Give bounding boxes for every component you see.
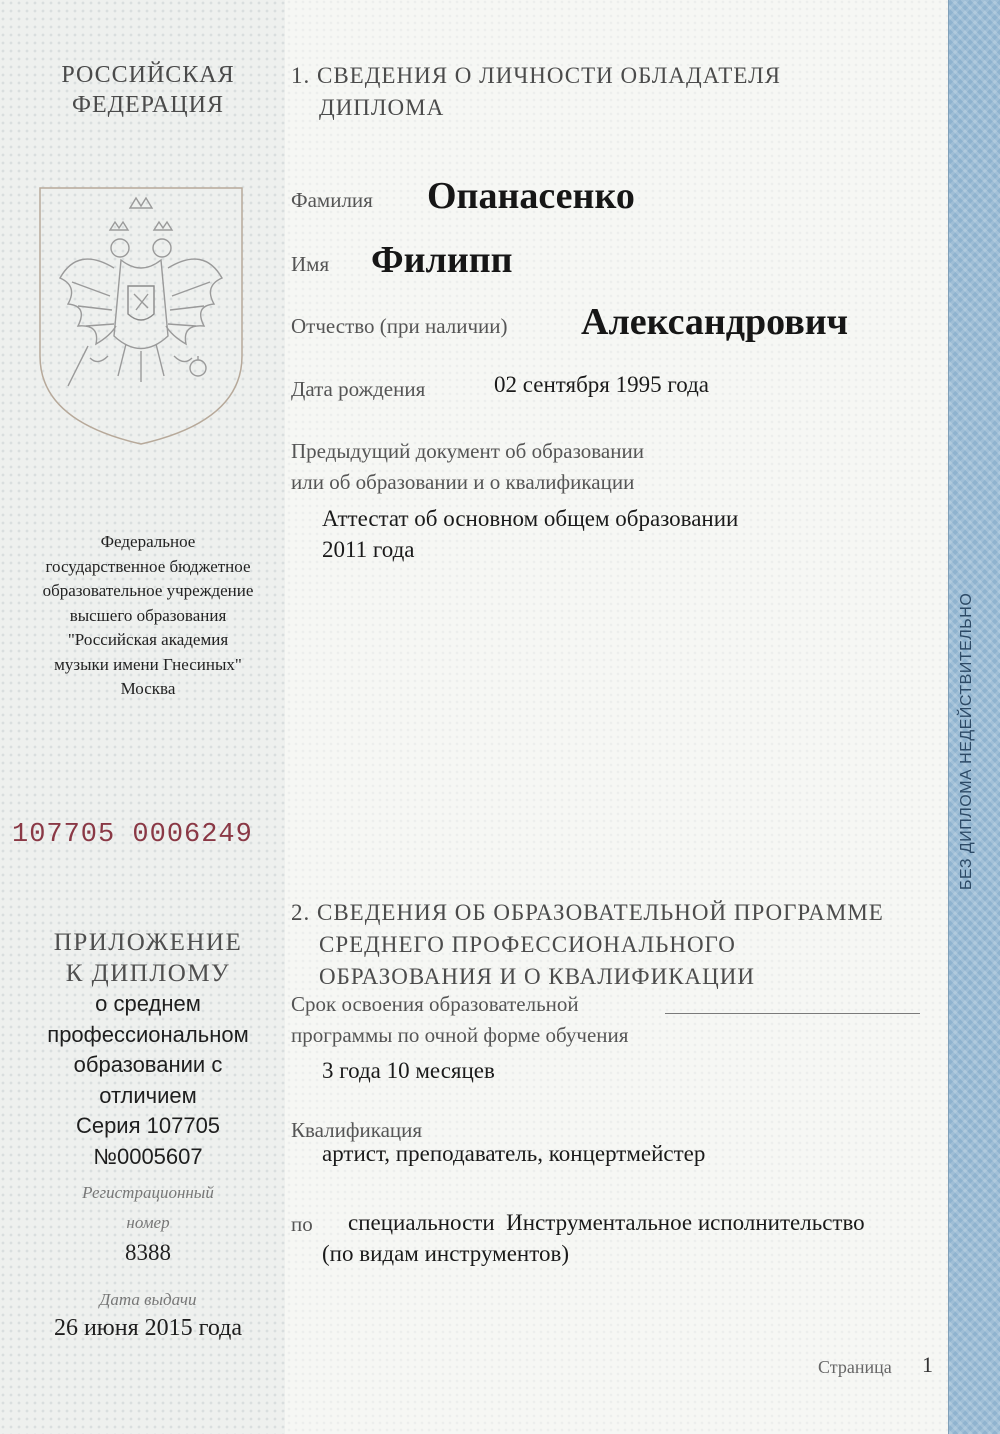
institution-line: Москва: [120, 679, 176, 698]
side-edge-text: БЕЗ ДИПЛОМА НЕДЕЙСТВИТЕЛЬНО: [958, 592, 975, 890]
institution-line: высшего образования: [69, 605, 227, 625]
institution-line: музыки имени Гнесиных": [54, 654, 242, 674]
section-1-title-line-2: ДИПЛОМА: [319, 95, 445, 120]
appendix-title-1: ПРИЛОЖЕНИЕ: [53, 929, 243, 956]
appendix-title-2: К ДИПЛОМУ: [65, 960, 231, 987]
reg-number-label-1: Регистрационный: [82, 1183, 214, 1202]
institution-line: образовательное учреждение: [42, 581, 254, 600]
study-term-label-2: программы по очной форме обучения: [291, 1023, 629, 1047]
section-2-title-line-3: ОБРАЗОВАНИЯ И О КВАЛИФИКАЦИИ: [319, 964, 755, 989]
institution-line: "Российская академия: [67, 630, 229, 649]
appendix-block: [20, 927, 276, 1344]
section-1-title-line-1: 1. СВЕДЕНИЯ О ЛИЧНОСТИ ОБЛАДАТЕЛЯ: [291, 63, 782, 88]
qualification-label: Квалификация: [291, 1118, 423, 1142]
coat-of-arms-emblem: [38, 186, 244, 448]
prev-doc-value-2: 2011 года: [322, 537, 415, 562]
appendix-number: №0005607: [93, 1143, 203, 1169]
country-line-2: ФЕДЕРАЦИЯ: [72, 92, 224, 118]
study-term-value: 3 года 10 месяцев: [322, 1058, 495, 1083]
patronymic-value: Александрович: [581, 301, 849, 343]
reg-number-label-2: номер: [126, 1213, 170, 1232]
institution-line: государственное бюджетное: [45, 556, 251, 576]
appendix-subtitle-line: отличием: [99, 1082, 197, 1108]
reg-number-value: 8388: [125, 1240, 171, 1265]
double-headed-eagle-icon: [38, 186, 244, 448]
name-value: Филипп: [371, 239, 513, 281]
section-2-title: [291, 897, 931, 993]
page-number: 1: [922, 1352, 933, 1377]
appendix-subtitle-line: профессиональном: [47, 1021, 249, 1047]
institution-name: [20, 530, 276, 702]
prev-doc-label-2: или об образовании и о квалификации: [291, 470, 635, 494]
specialty-value-2: (по видам инструментов): [322, 1241, 569, 1266]
institution-line: Федеральное: [100, 532, 196, 551]
country-line-1: РОССИЙСКАЯ: [61, 62, 235, 88]
name-label: Имя: [291, 252, 330, 276]
patronymic-label: Отчество (при наличии): [291, 314, 508, 338]
section-2-title-line-2: СРЕДНЕГО ПРОФЕССИОНАЛЬНОГО: [319, 932, 736, 957]
issue-date-label: Дата выдачи: [99, 1290, 197, 1309]
surname-value: Опанасенко: [427, 175, 635, 217]
appendix-series: Серия 107705: [75, 1113, 221, 1138]
country-name: [30, 60, 266, 120]
specialty-value-1: специальности Инструментальное исполнительство: [348, 1210, 865, 1235]
qualification-value: артист, преподаватель, концертмейстер: [322, 1141, 706, 1166]
study-term-label-1: Срок освоения образовательной: [291, 992, 579, 1016]
prev-doc-label-1: Предыдущий документ об образовании: [291, 439, 644, 463]
birth-date-value: 02 сентября 1995 года: [494, 372, 709, 397]
birth-date-label: Дата рождения: [291, 377, 426, 401]
section-1-title: [291, 60, 931, 124]
issue-date-value: 26 июня 2015 года: [53, 1315, 243, 1341]
specialty-prefix: по: [291, 1212, 313, 1236]
prev-doc-value-1: Аттестат об основном общем образовании: [322, 506, 739, 531]
appendix-subtitle-line: образовании с: [73, 1052, 223, 1077]
surname-label: Фамилия: [291, 188, 373, 212]
underline: [665, 1013, 920, 1014]
blank-serial-number: 107705 0006249: [12, 820, 253, 850]
page-number-label: Страница: [818, 1357, 892, 1377]
section-2-title-line-1: 2. СВЕДЕНИЯ ОБ ОБРАЗОВАТЕЛЬНОЙ ПРОГРАММЕ: [291, 900, 884, 925]
appendix-subtitle-line: о среднем: [95, 991, 201, 1016]
